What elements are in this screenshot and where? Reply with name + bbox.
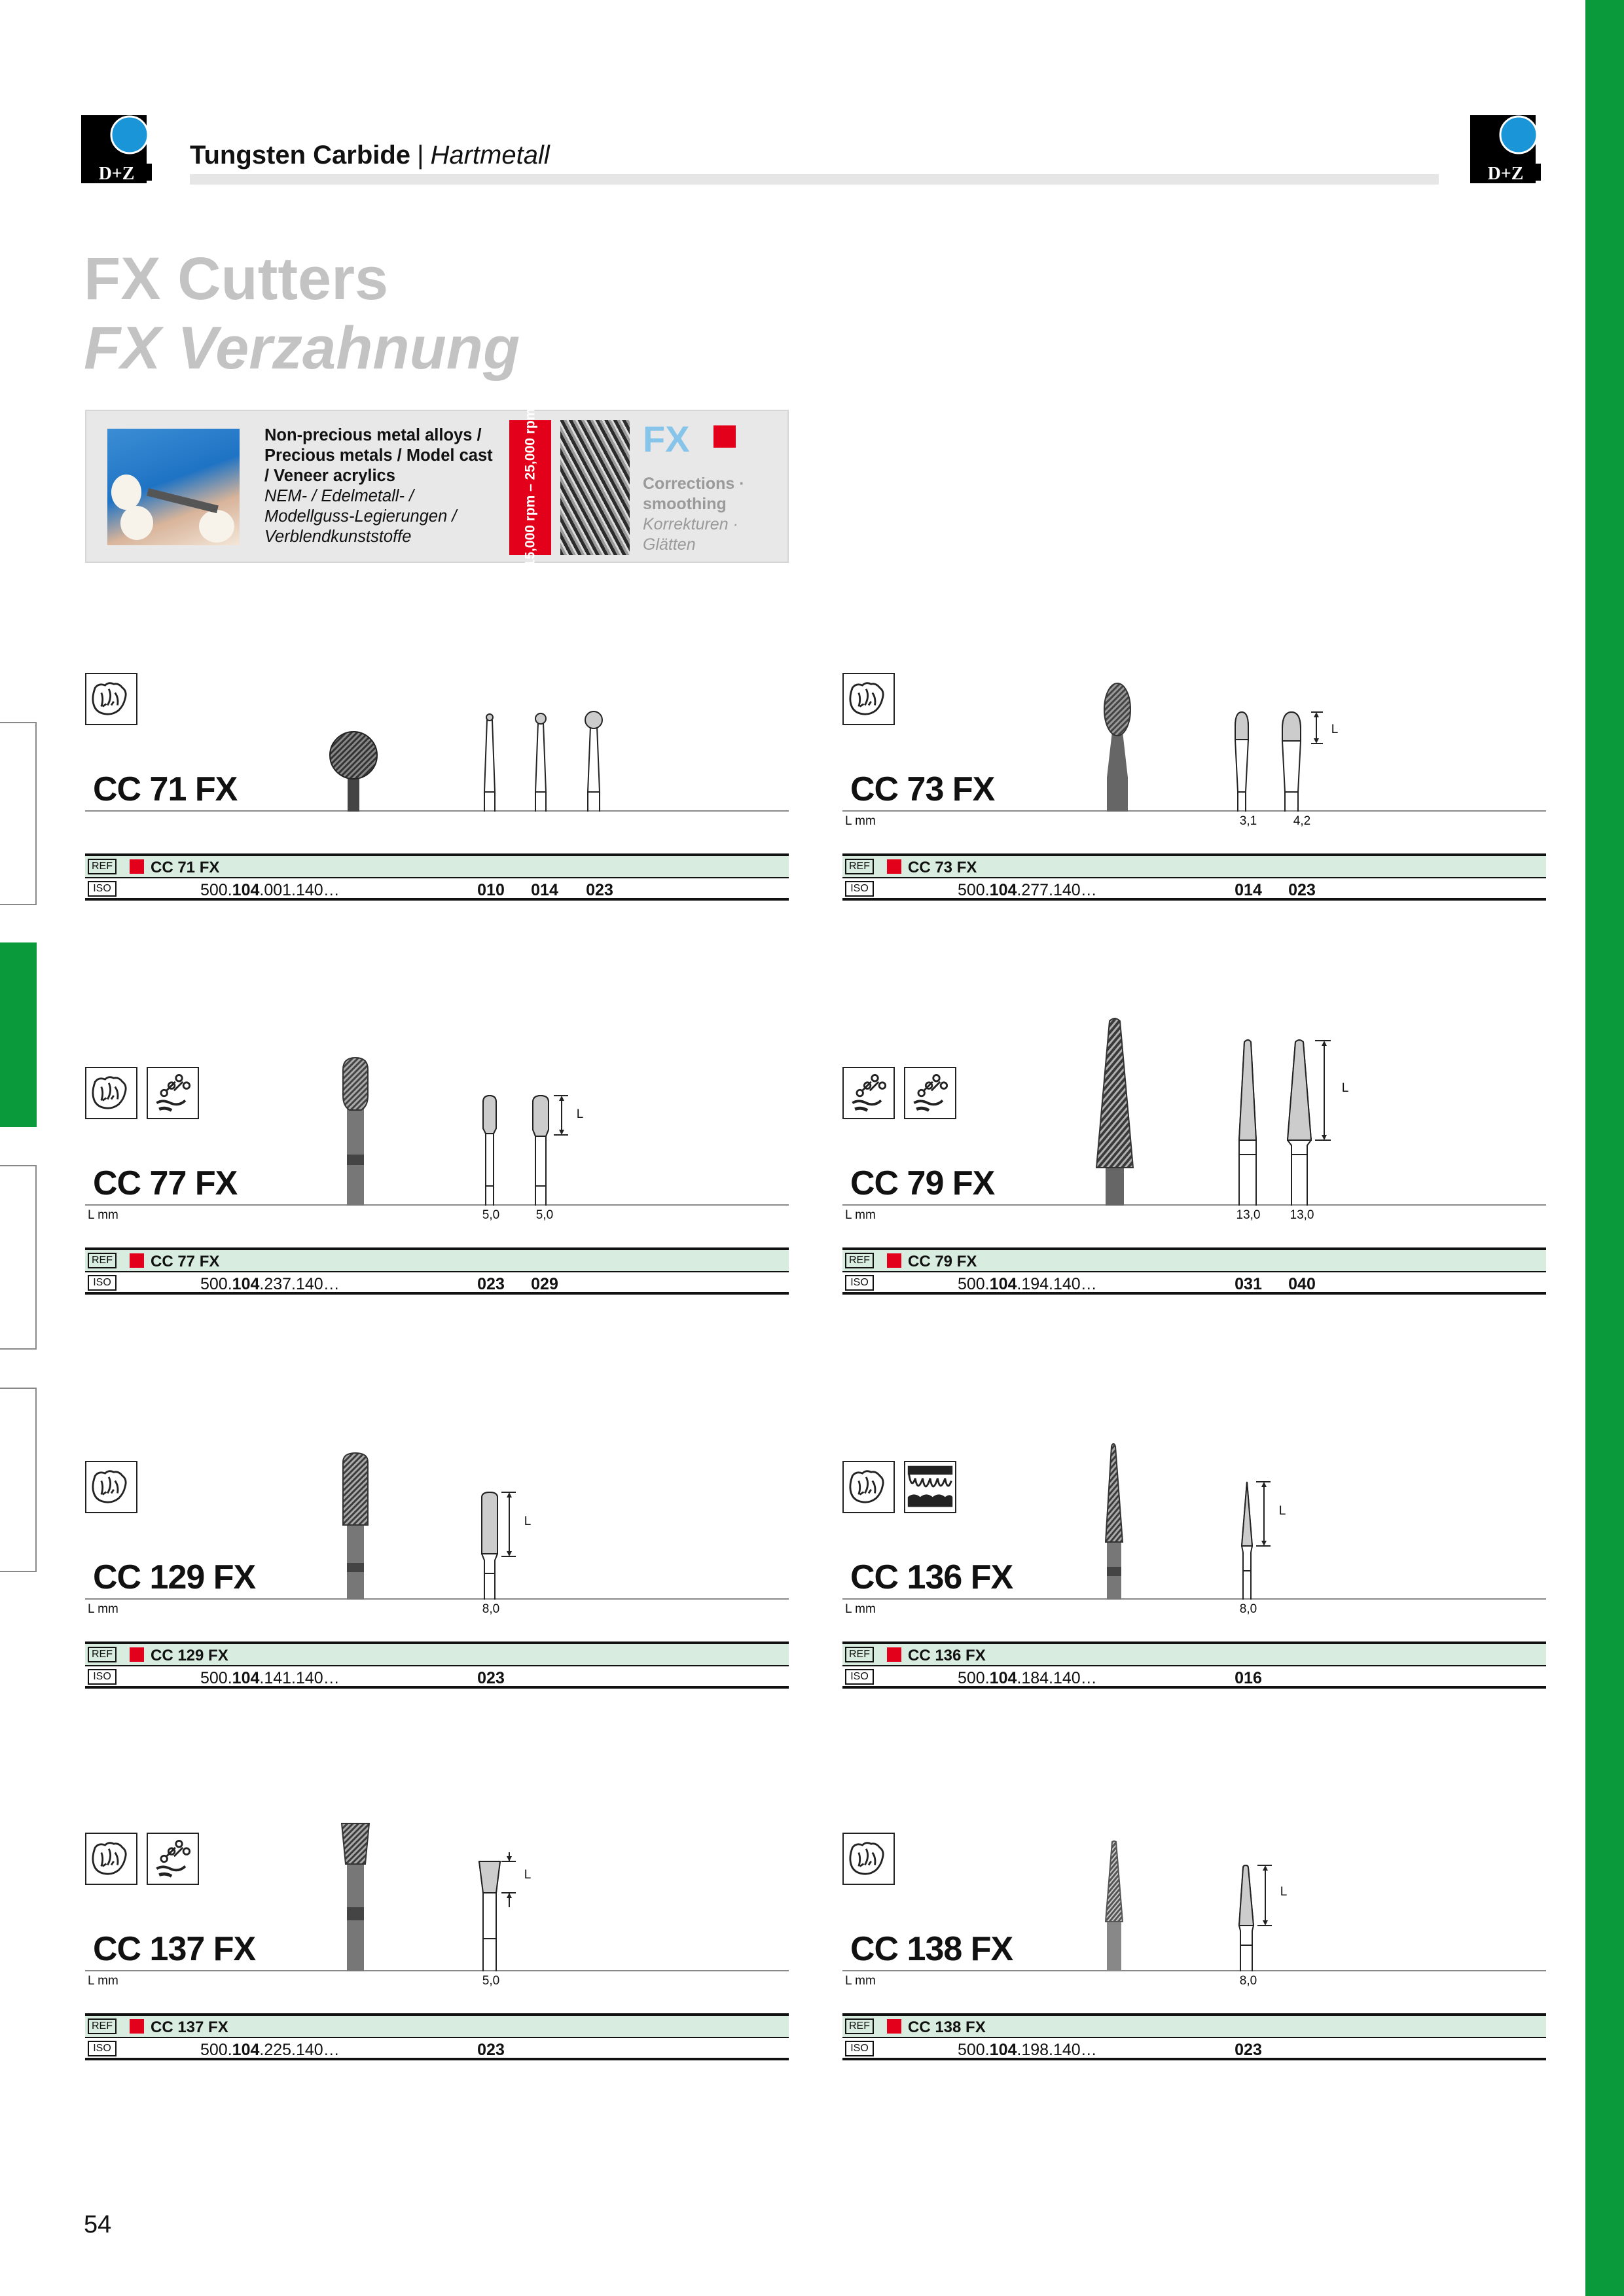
iso-row <box>842 2037 1546 2060</box>
iso-number <box>200 1275 340 1294</box>
size-value: 023 <box>1288 881 1316 899</box>
info-box <box>85 408 789 567</box>
length-value: 13,0 <box>1290 1208 1314 1222</box>
length-unit-label: L mm <box>845 814 876 828</box>
length-unit-label: L mm <box>88 1602 118 1616</box>
baseline <box>842 810 1546 812</box>
ref-name: CC 138 FX <box>908 2018 986 2036</box>
product-cc136fx <box>842 1461 1546 1696</box>
red-marker <box>130 1647 144 1662</box>
iso-prefix: 500. <box>200 881 232 899</box>
burr-photo <box>1098 1840 1130 1971</box>
iso-bold: 104 <box>989 881 1017 899</box>
iso-suffix: .141.140… <box>259 1669 340 1687</box>
logo-text: D+Z <box>1487 164 1524 184</box>
fx-label: FX <box>643 418 690 459</box>
iso-prefix: 500. <box>200 1669 232 1687</box>
ref-row <box>842 2013 1546 2037</box>
size-value: 023 <box>477 2041 505 2059</box>
length-label: L <box>524 1868 532 1882</box>
crown-icon <box>842 673 895 725</box>
iso-tag: ISO <box>88 1669 117 1685</box>
iso-bold: 104 <box>989 2041 1017 2059</box>
size-value: 023 <box>477 1275 505 1293</box>
ref-name: CC 129 FX <box>151 1647 228 1664</box>
size-drawings <box>1234 1864 1260 1971</box>
iso-suffix: .198.140… <box>1017 2041 1097 2059</box>
iso-bold: 104 <box>232 2041 260 2059</box>
use-text <box>643 474 787 555</box>
red-marker <box>130 1253 144 1268</box>
burr-photo <box>1089 1017 1141 1206</box>
header-title-de: Hartmetall <box>430 141 550 170</box>
iso-tag: ISO <box>845 2041 874 2056</box>
size-drawings <box>477 1860 503 1971</box>
product-cc71fx <box>85 673 789 908</box>
fx-red-marker <box>713 425 736 448</box>
ref-tag: REF <box>845 2018 874 2034</box>
baseline <box>85 1204 789 1206</box>
iso-tag: ISO <box>88 881 117 897</box>
ref-row <box>842 1641 1546 1665</box>
product-cc129fx <box>85 1461 789 1696</box>
side-tab-active[interactable] <box>0 942 37 1127</box>
header-separator: | <box>417 141 424 170</box>
product-name: CC 71 FX <box>93 770 238 808</box>
length-value: 4,2 <box>1293 814 1311 828</box>
iso-bold: 104 <box>989 1275 1017 1293</box>
crown-icon <box>85 1833 137 1885</box>
size-value: 023 <box>477 1669 505 1687</box>
iso-tag: ISO <box>845 881 874 897</box>
iso-prefix: 500. <box>958 2041 990 2059</box>
application-photo <box>107 429 240 545</box>
page-title-de: FX Verzahnung <box>84 315 520 382</box>
iso-tag: ISO <box>88 2041 117 2056</box>
iso-number <box>958 1275 1097 1294</box>
iso-prefix: 500. <box>200 2041 232 2059</box>
length-unit-label: L mm <box>845 1602 876 1616</box>
size-value: 023 <box>586 881 613 899</box>
length-label: L <box>1331 723 1339 736</box>
length-label: L <box>1341 1081 1349 1095</box>
red-marker <box>130 859 144 874</box>
iso-row <box>842 1271 1546 1295</box>
ref-tag: REF <box>845 1253 874 1268</box>
use-en: Corrections · smoothing <box>643 475 745 513</box>
materials-de: NEM- / Edelmetall- / Modellguss-Legierungen / Verblendkunststoffe <box>264 487 457 546</box>
ref-name: CC 136 FX <box>908 1647 986 1664</box>
clasp-icon <box>842 1067 895 1119</box>
length-value: 5,0 <box>535 1208 554 1222</box>
length-label: L <box>576 1107 584 1121</box>
size-value: 010 <box>477 881 505 899</box>
iso-suffix: .194.140… <box>1017 1275 1097 1293</box>
size-drawings <box>478 711 635 812</box>
ref-tag: REF <box>88 1253 117 1268</box>
clasp-icon <box>147 1833 199 1885</box>
iso-suffix: .184.140… <box>1017 1669 1097 1687</box>
ref-name: CC 73 FX <box>908 859 977 876</box>
red-marker <box>130 2019 144 2034</box>
size-drawings <box>477 1491 503 1600</box>
product-name: CC 79 FX <box>850 1164 995 1202</box>
clasp-icon <box>147 1067 199 1119</box>
ref-row <box>842 1247 1546 1271</box>
product-cc137fx <box>85 1833 789 2068</box>
red-marker <box>887 2019 901 2034</box>
product-cc73fx <box>842 673 1546 908</box>
product-cc77fx <box>85 1067 789 1302</box>
iso-bold: 104 <box>989 1669 1017 1687</box>
dz-logo-left <box>80 113 152 185</box>
iso-bold: 104 <box>232 1275 260 1293</box>
size-value: 016 <box>1235 1669 1262 1687</box>
baseline <box>85 810 789 812</box>
length-value: 8,0 <box>482 1602 500 1616</box>
iso-row <box>85 1665 789 1689</box>
crown-icon <box>85 673 137 725</box>
side-tab[interactable] <box>0 1165 37 1350</box>
iso-suffix: .237.140… <box>259 1275 340 1293</box>
product-name: CC 77 FX <box>93 1164 238 1202</box>
side-tab[interactable] <box>0 722 37 905</box>
product-name: CC 129 FX <box>93 1558 256 1596</box>
side-tab[interactable] <box>0 1388 37 1572</box>
ref-tag: REF <box>88 2018 117 2034</box>
ref-tag: REF <box>845 859 874 874</box>
baseline <box>85 1970 789 1971</box>
length-value: 5,0 <box>482 1208 500 1222</box>
header-rule <box>190 174 1439 185</box>
length-value: 8,0 <box>1239 1602 1257 1616</box>
iso-tag: ISO <box>845 1275 874 1291</box>
length-label: L <box>524 1515 532 1528</box>
burr-photo <box>339 1452 372 1600</box>
ref-row <box>85 1641 789 1665</box>
iso-suffix: .225.140… <box>259 2041 340 2059</box>
iso-row <box>85 877 789 901</box>
burr-photo <box>339 1056 372 1206</box>
iso-row <box>85 1271 789 1295</box>
ref-name: CC 77 FX <box>151 1253 220 1270</box>
ref-name: CC 79 FX <box>908 1253 977 1270</box>
length-label: L <box>1278 1504 1286 1518</box>
logo-text: D+Z <box>98 164 135 184</box>
ref-tag: REF <box>845 1647 874 1662</box>
length-dimension-arrow <box>1315 1039 1341 1143</box>
size-value: 023 <box>1235 2041 1262 2059</box>
red-marker <box>887 859 901 874</box>
iso-row <box>842 877 1546 901</box>
product-name: CC 136 FX <box>850 1558 1013 1596</box>
burr-photo <box>1098 679 1137 812</box>
size-value: 040 <box>1288 1275 1316 1293</box>
length-value: 3,1 <box>1239 814 1257 828</box>
length-value: 13,0 <box>1236 1208 1261 1222</box>
size-drawings <box>1229 711 1307 812</box>
iso-suffix: .001.140… <box>259 881 340 899</box>
iso-row <box>842 1665 1546 1689</box>
size-drawings <box>477 1094 555 1206</box>
materials-text <box>264 425 500 547</box>
iso-number <box>958 881 1097 900</box>
rpm-text: 15,000 rpm – 25,000 rpm <box>522 408 538 567</box>
length-unit-label: L mm <box>845 1208 876 1222</box>
use-de: Korrekturen · Glätten <box>643 515 738 554</box>
product-cc138fx <box>842 1833 1546 2068</box>
materials-en: Non-precious metal alloys / Precious metals / Model cast / Veneer acrylics <box>264 426 493 485</box>
iso-tag: ISO <box>845 1669 874 1685</box>
product-cc79fx <box>842 1067 1546 1302</box>
iso-prefix: 500. <box>958 1669 990 1687</box>
right-green-edge-bar <box>1585 0 1624 2296</box>
red-marker <box>887 1647 901 1662</box>
iso-prefix: 500. <box>958 881 990 899</box>
crown-icon <box>842 1833 895 1885</box>
iso-number <box>200 1669 340 1688</box>
burr-photo <box>1098 1443 1130 1600</box>
red-marker <box>887 1253 901 1268</box>
crown-icon <box>842 1461 895 1513</box>
fx-cut-pattern-image <box>560 420 630 555</box>
length-unit-label: L mm <box>88 1208 118 1222</box>
iso-prefix: 500. <box>200 1275 232 1293</box>
ref-tag: REF <box>88 1647 117 1662</box>
iso-number <box>958 2041 1097 2060</box>
burr-photo <box>339 1822 372 1971</box>
size-value: 031 <box>1235 1275 1262 1293</box>
size-value: 029 <box>531 1275 558 1293</box>
iso-bold: 104 <box>232 881 260 899</box>
product-name: CC 73 FX <box>850 770 995 808</box>
header-title-en: Tungsten Carbide <box>190 141 411 170</box>
ref-row <box>85 853 789 877</box>
iso-number <box>958 1669 1097 1688</box>
iso-suffix: .277.140… <box>1017 881 1097 899</box>
size-value: 014 <box>531 881 558 899</box>
product-name: CC 137 FX <box>93 1930 256 1968</box>
teeth-icon <box>904 1461 956 1513</box>
length-value: 8,0 <box>1239 1974 1257 1988</box>
baseline <box>842 1970 1546 1971</box>
ref-tag: REF <box>88 859 117 874</box>
ref-row <box>842 853 1546 877</box>
clasp-icon <box>904 1067 956 1119</box>
crown-icon <box>85 1067 137 1119</box>
baseline <box>842 1598 1546 1600</box>
iso-bold: 104 <box>232 1669 260 1687</box>
product-name: CC 138 FX <box>850 1930 1013 1968</box>
ref-row <box>85 1247 789 1271</box>
ref-name: CC 137 FX <box>151 2018 228 2036</box>
header-title <box>190 141 550 170</box>
iso-tag: ISO <box>88 1275 117 1291</box>
page-number: 54 <box>84 2211 112 2238</box>
dz-logo-right <box>1469 113 1541 185</box>
iso-prefix: 500. <box>958 1275 990 1293</box>
baseline <box>842 1204 1546 1206</box>
crown-icon <box>85 1461 137 1513</box>
size-drawings <box>1233 1038 1318 1206</box>
length-label: L <box>1280 1885 1288 1899</box>
length-unit-label: L mm <box>88 1974 118 1988</box>
burr-photo <box>327 730 380 812</box>
iso-number <box>200 2041 340 2060</box>
page-title-en: FX Cutters <box>84 245 389 312</box>
iso-number <box>200 881 340 900</box>
rpm-badge <box>509 408 551 567</box>
ref-row <box>85 2013 789 2037</box>
ref-name: CC 71 FX <box>151 859 220 876</box>
length-value: 5,0 <box>482 1974 500 1988</box>
length-unit-label: L mm <box>845 1974 876 1988</box>
iso-row <box>85 2037 789 2060</box>
baseline <box>85 1598 789 1600</box>
size-value: 014 <box>1235 881 1262 899</box>
